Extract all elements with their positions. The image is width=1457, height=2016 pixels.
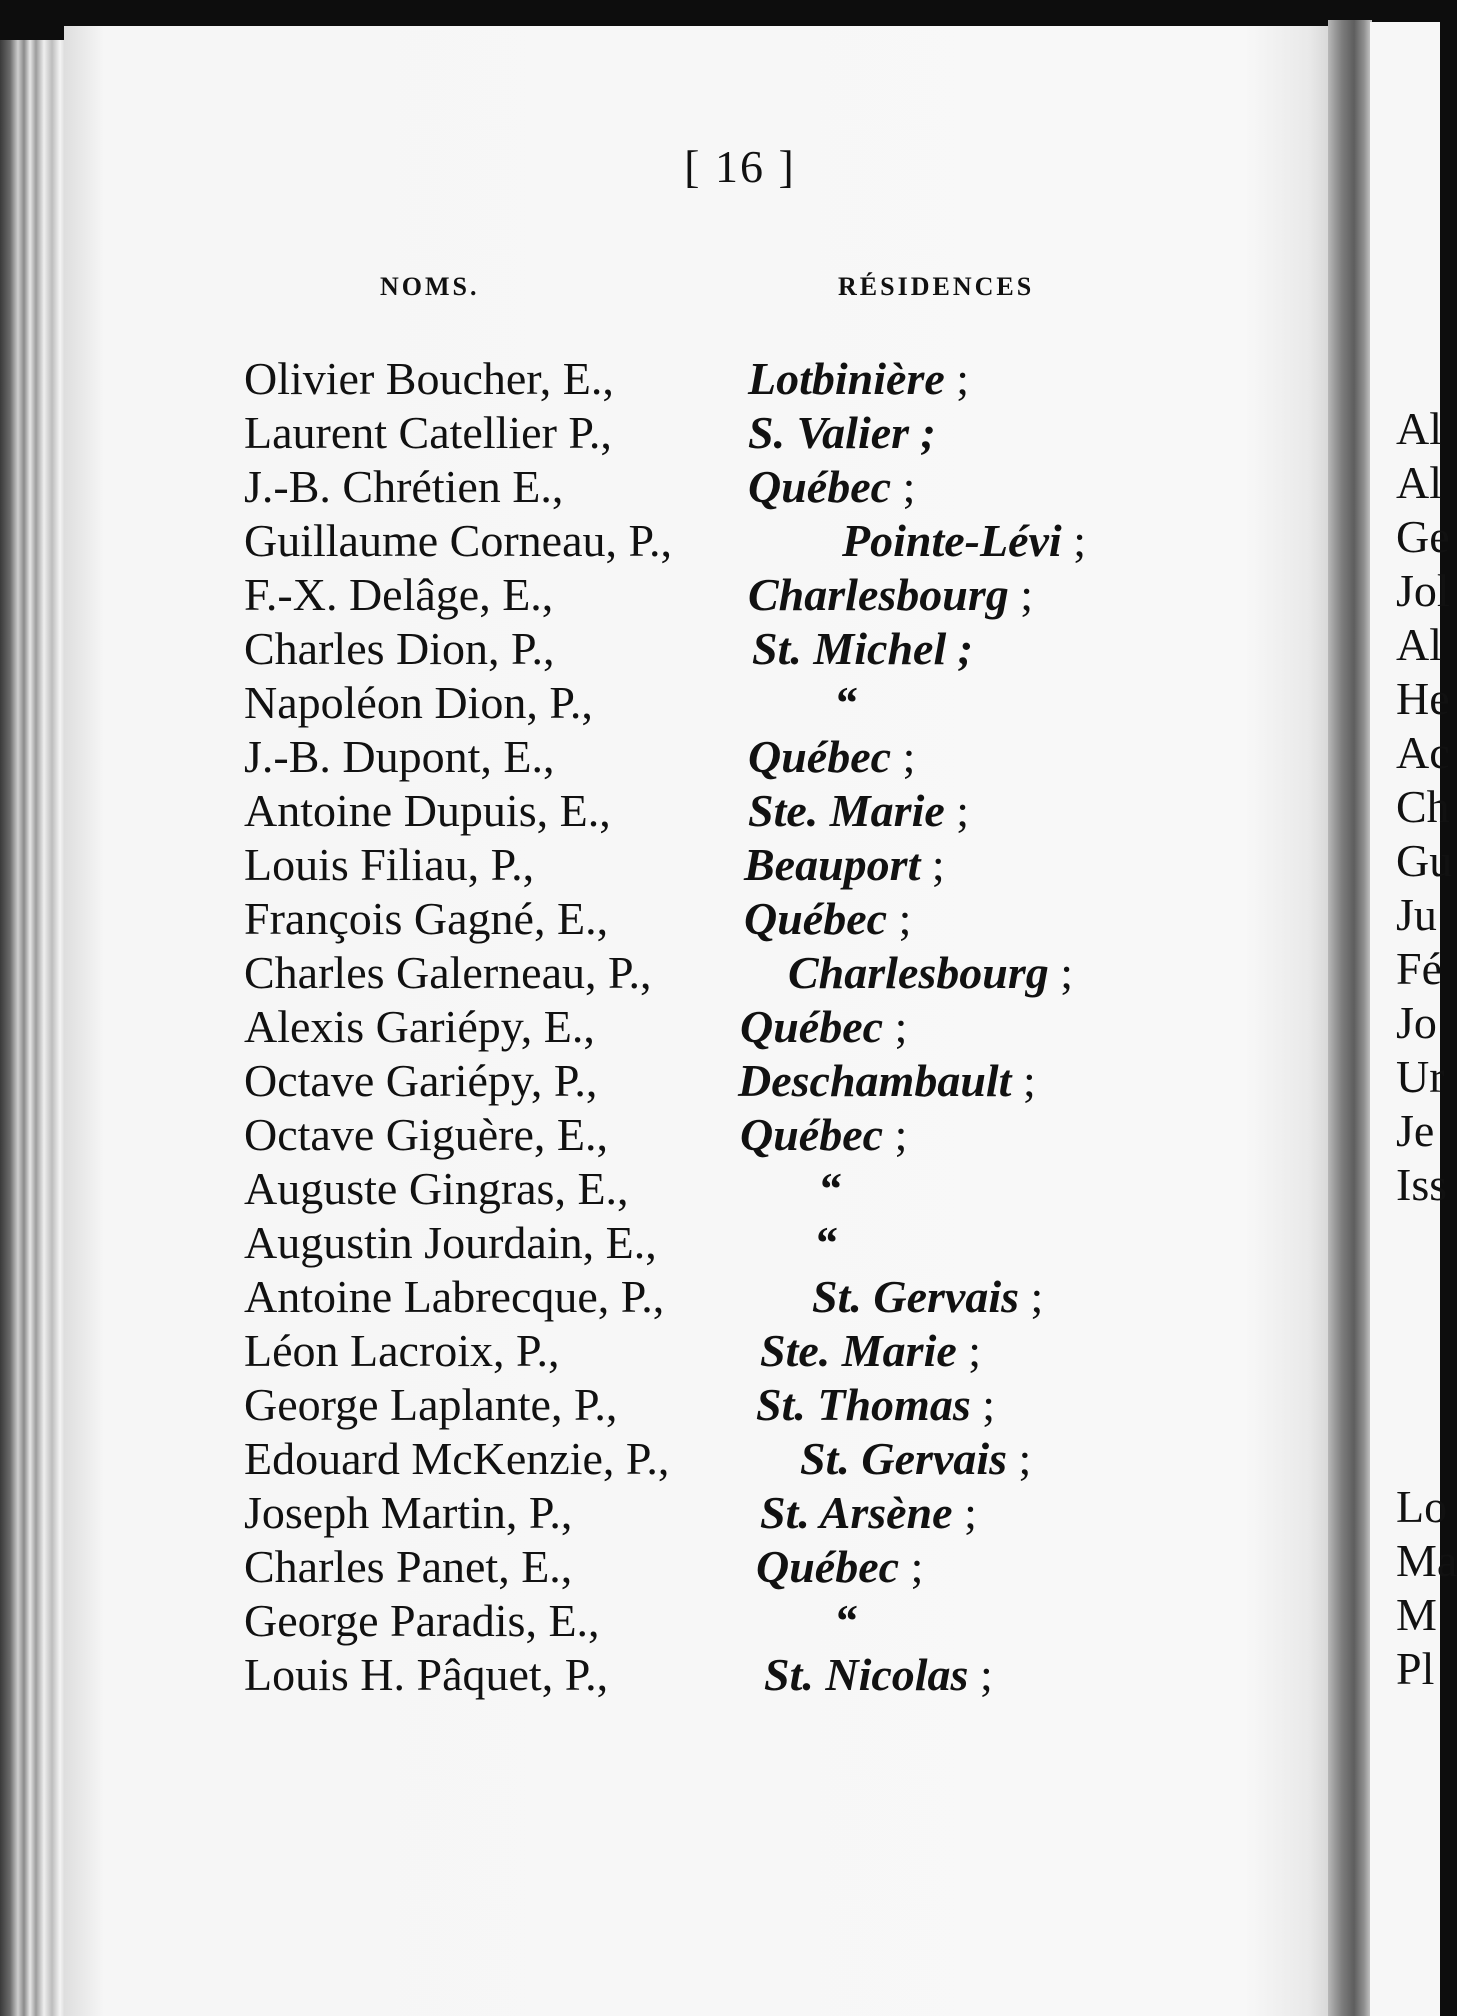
entry-punct: ;	[894, 1001, 908, 1052]
entry-residence: Charlesbourg	[788, 947, 1049, 998]
entry-row	[0, 514, 1320, 570]
entry-name: François Gagné, E.,	[244, 893, 609, 944]
right-page-fragment: Jo	[1396, 997, 1437, 1048]
entry-residence: Québec	[756, 1541, 900, 1592]
entry-name: Octave Gariépy, P.,	[244, 1055, 598, 1106]
right-page-fragment: Lo	[1396, 1481, 1448, 1532]
entry-residence: “	[818, 1163, 841, 1214]
entry-punct: ;	[964, 1487, 977, 1538]
entry-row	[0, 352, 1320, 408]
entry-name: Augustin Jourdain, E.,	[244, 1217, 657, 1268]
entry-row	[0, 1216, 1320, 1272]
entry-name: George Laplante, P.,	[244, 1379, 618, 1430]
entry-punct: ;	[902, 731, 916, 782]
right-page-fragment: Al	[1396, 619, 1442, 670]
entry-name: Laurent Catellier P.,	[244, 407, 612, 458]
right-page-fragment: Ma	[1396, 1535, 1457, 1586]
entry-punct: ;	[1018, 1433, 1032, 1484]
right-page-fragment: Al	[1396, 403, 1442, 454]
entry-name: Auguste Gingras, E.,	[244, 1163, 629, 1214]
entry-row	[0, 730, 1320, 786]
entry-punct: ;	[902, 461, 916, 512]
entry-residence: Ste. Marie	[748, 785, 945, 836]
entry-name: Antoine Labrecque, P.,	[244, 1271, 665, 1322]
right-page-fragment: Jol	[1396, 565, 1450, 616]
entry-residence: “	[814, 1217, 837, 1268]
entry-residence: Québec	[740, 1001, 884, 1052]
entry-name: Guillaume Corneau, P.,	[244, 515, 672, 566]
entry-residence: St. Arsène	[760, 1487, 953, 1538]
entry-name: J.-B. Dupont, E.,	[244, 731, 555, 782]
entry-punct: ;	[956, 785, 970, 836]
entry-name: George Paradis, E.,	[244, 1595, 600, 1646]
entry-row	[0, 946, 1320, 1002]
entry-row	[0, 1432, 1320, 1488]
right-page-fragment: He	[1396, 673, 1450, 724]
right-page-fragment: Ur	[1396, 1051, 1445, 1102]
entry-name: Louis H. Pâquet, P.,	[244, 1649, 609, 1700]
right-page-fragment: Gu	[1396, 835, 1453, 886]
entry-row	[0, 1378, 1320, 1434]
entry-residence: Charlesbourg	[748, 569, 1009, 620]
entry-punct: ;	[1060, 947, 1074, 998]
entry-row	[0, 1540, 1320, 1596]
entry-punct: ;	[910, 1541, 924, 1592]
entry-row	[0, 1594, 1320, 1650]
entry-name: Louis Filiau, P.,	[244, 839, 535, 890]
entry-residence: St. Thomas	[756, 1379, 971, 1430]
book-gutter	[1328, 20, 1372, 2016]
right-page-fragment: Al	[1396, 457, 1442, 508]
entry-residence: Québec	[744, 893, 888, 944]
right-page-fragment: Iss	[1396, 1159, 1448, 1210]
entry-punct: ;	[968, 1325, 982, 1376]
entry-row	[0, 1108, 1320, 1164]
entry-name: Olivier Boucher, E.,	[244, 353, 614, 404]
entry-name: F.-X. Delâge, E.,	[244, 569, 554, 620]
entry-residence: Ste. Marie	[760, 1325, 957, 1376]
entry-residence: Québec	[740, 1109, 884, 1160]
entry-punct: ;	[898, 893, 912, 944]
right-page-fragment: Ju	[1396, 889, 1437, 940]
entry-residence: “	[834, 677, 857, 728]
entry-row	[0, 892, 1320, 948]
entry-residence: Québec	[748, 461, 892, 512]
right-page-fragment: Pl	[1396, 1643, 1435, 1694]
entry-residence: St. Michel ;	[752, 623, 974, 674]
entry-row	[0, 676, 1320, 732]
entry-name: Napoléon Dion, P.,	[244, 677, 593, 728]
entry-row	[0, 838, 1320, 894]
entry-row	[0, 784, 1320, 840]
page-number: [ 16 ]	[684, 141, 796, 192]
entry-row	[0, 1486, 1320, 1542]
entry-name: Charles Dion, P.,	[244, 623, 555, 674]
entry-punct: ;	[956, 353, 970, 404]
entry-name: J.-B. Chrétien E.,	[244, 461, 564, 512]
entry-residence: Lotbinière	[748, 353, 945, 404]
entry-name: Charles Panet, E.,	[244, 1541, 573, 1592]
entry-row	[0, 1162, 1320, 1218]
entry-residence: St. Nicolas	[764, 1649, 969, 1700]
column-header-residences: RÉSIDENCES	[838, 272, 1035, 301]
entry-name: Léon Lacroix, P.,	[244, 1325, 560, 1376]
entry-punct: ;	[1073, 515, 1086, 566]
right-page-fragment: M	[1396, 1589, 1437, 1640]
entry-residence: St. Gervais	[812, 1271, 1019, 1322]
entry-residence: Beauport	[744, 839, 921, 890]
entry-row	[0, 622, 1320, 678]
right-page-fragment: Ac	[1396, 727, 1450, 778]
entry-row	[0, 460, 1320, 516]
entry-row	[0, 568, 1320, 624]
entry-punct: ;	[979, 1649, 993, 1700]
entry-name: Octave Giguère, E.,	[244, 1109, 609, 1160]
entry-punct: ;	[1020, 569, 1034, 620]
entry-residence: Deschambault	[738, 1055, 1012, 1106]
column-header-names: NOMS.	[380, 272, 480, 301]
entry-punct: ;	[1030, 1271, 1044, 1322]
entry-punct: ;	[894, 1109, 908, 1160]
entry-residence: Pointe-Lévi	[842, 515, 1062, 566]
entry-name: Charles Galerneau, P.,	[244, 947, 652, 998]
entry-punct: ;	[982, 1379, 996, 1430]
entry-name: Alexis Gariépy, E.,	[244, 1001, 595, 1052]
entry-punct: ;	[1022, 1055, 1036, 1106]
right-page-fragment: Ch	[1396, 781, 1450, 832]
entry-name: Antoine Dupuis, E.,	[244, 785, 611, 836]
entry-residence: S. Valier ;	[748, 407, 936, 458]
right-page-fragment: Je	[1396, 1105, 1435, 1156]
right-page-fragment: Fé	[1396, 943, 1442, 994]
entry-name: Joseph Martin, P.,	[244, 1487, 573, 1538]
entry-row	[0, 1324, 1320, 1380]
entry-row	[0, 406, 1320, 462]
entry-row	[0, 1648, 1320, 1704]
entry-row	[0, 1000, 1320, 1056]
entry-residence: St. Gervais	[800, 1433, 1007, 1484]
entry-name: Edouard McKenzie, P.,	[244, 1433, 670, 1484]
entry-row	[0, 1054, 1320, 1110]
entry-residence: “	[834, 1595, 857, 1646]
entry-residence: Québec	[748, 731, 892, 782]
entry-punct: ;	[931, 839, 945, 890]
right-page-fragment: Ge	[1396, 511, 1450, 562]
entry-row	[0, 1270, 1320, 1326]
